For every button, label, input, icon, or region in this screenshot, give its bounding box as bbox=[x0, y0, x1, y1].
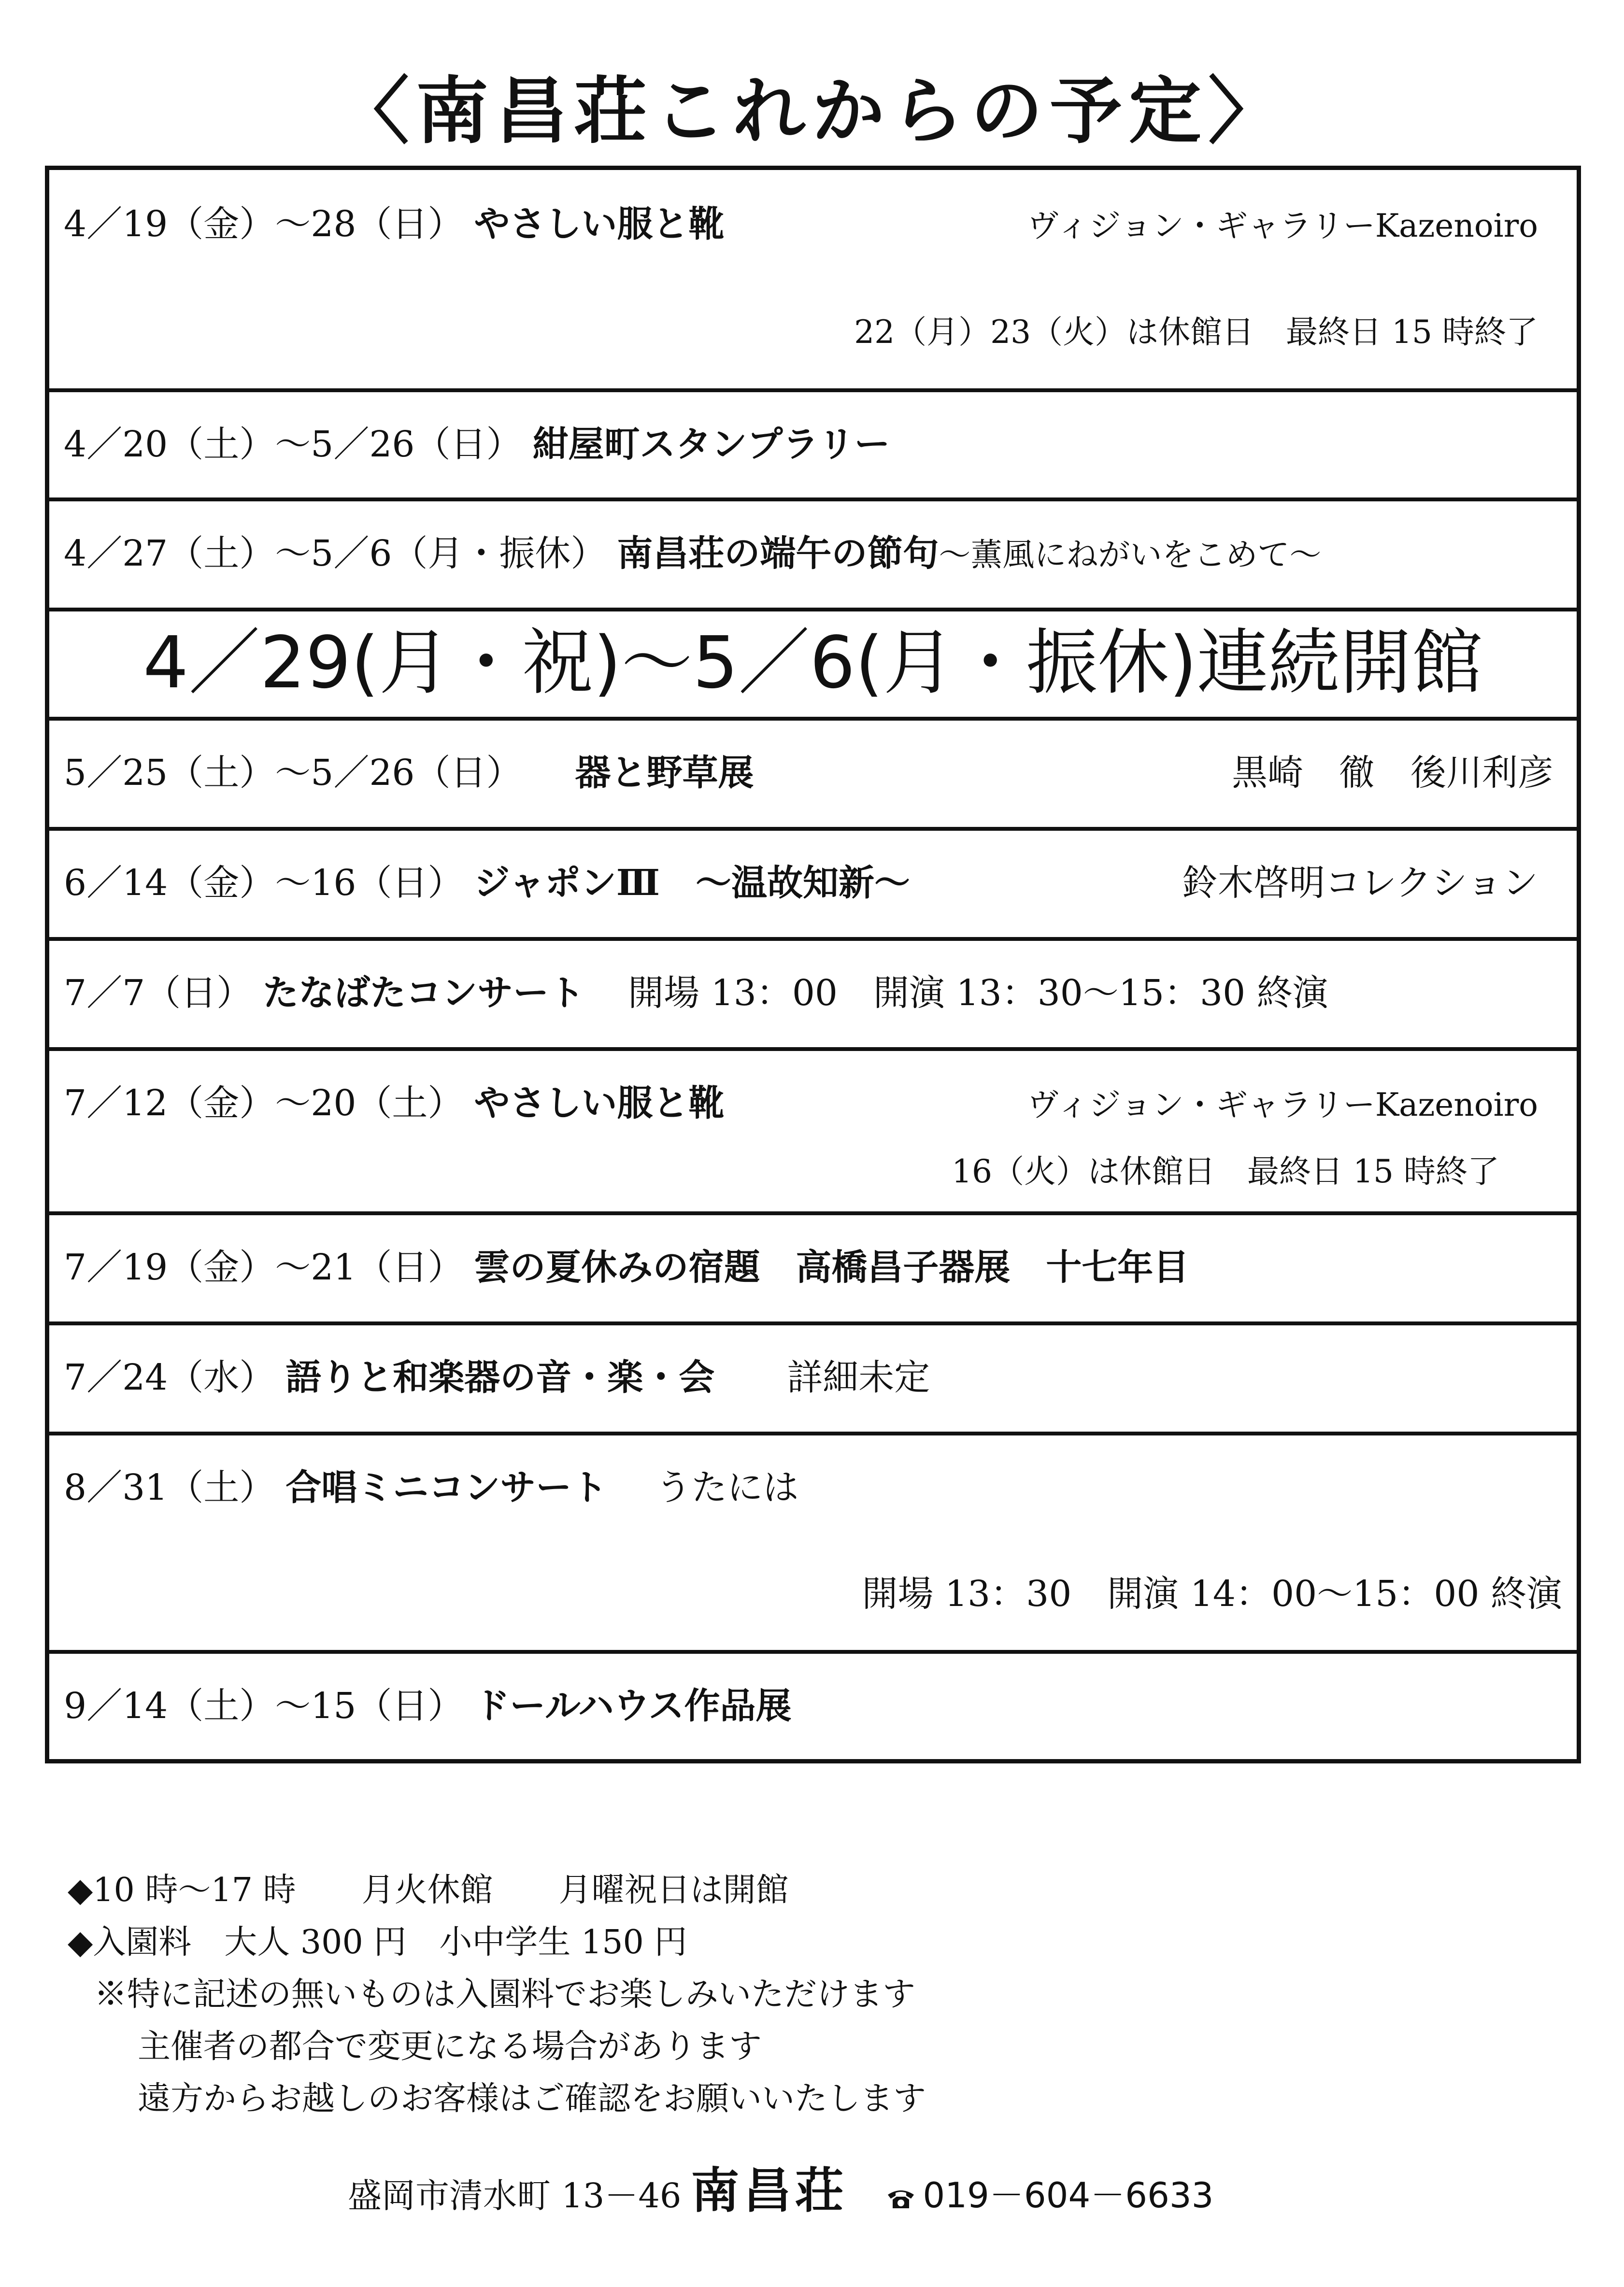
event-date: 5／25（土）～5／26（日） bbox=[64, 752, 522, 794]
event-performer: うたには bbox=[655, 1467, 799, 1508]
visitor-info bbox=[68, 1864, 926, 2125]
event-name: やさしい服と靴 bbox=[474, 1082, 725, 1124]
schedule-row bbox=[49, 1211, 1577, 1325]
event-name: やさしい服と靴 bbox=[474, 203, 725, 245]
event-name: 雲の夏休みの宿題 高橋昌子器展 十七年目 bbox=[474, 1247, 1189, 1288]
event-artists: 黒崎 徹 後川利彦 bbox=[1232, 752, 1553, 794]
event-detail: 詳細未定 bbox=[787, 1357, 930, 1398]
event-name: たなばたコンサート bbox=[263, 972, 585, 1014]
schedule-row bbox=[49, 717, 1577, 831]
event-organizer: ヴィジョン・ギャラリーKazenoiro bbox=[1027, 1086, 1538, 1123]
page-title: 〈南昌荘これからの予定〉 bbox=[336, 69, 1287, 154]
continuous-opening-banner: 4／29(月・祝)～5／6(月・振休)連続開館 bbox=[143, 621, 1483, 704]
info-note: 遠方からお越しのお客様はご確認をお願いいたします bbox=[138, 2080, 926, 2118]
schedule-row bbox=[49, 1321, 1577, 1435]
info-note: 主催者の都合で変更になる場合があります bbox=[138, 2028, 762, 2066]
info-note: ※特に記述の無いものは入園料でお楽しみいただけます bbox=[94, 1975, 916, 2014]
event-date: 7／19（金）～21（日） bbox=[64, 1247, 464, 1288]
schedule-row bbox=[49, 170, 1577, 388]
telephone-icon bbox=[886, 2185, 916, 2210]
opening-hours: ◆10 時～17 時 月火休館 月曜祝日は開館 bbox=[68, 1871, 789, 1909]
event-note: 22（月）23（火）は休館日 最終日 15 時終了 bbox=[854, 313, 1538, 351]
schedule-row bbox=[49, 1650, 1577, 1763]
event-date: 8／31（土） bbox=[64, 1467, 275, 1508]
event-name: 語りと和楽器の音・楽・会 bbox=[285, 1357, 715, 1398]
event-date: 7／24（水） bbox=[64, 1357, 275, 1398]
event-times: 開場 13：00 開演 13：30～15：30 終演 bbox=[628, 972, 1328, 1014]
event-date: 9／14（土）～15（日） bbox=[64, 1685, 464, 1727]
schedule-row bbox=[49, 937, 1577, 1051]
event-date: 4／19（金）～28（日） bbox=[64, 203, 464, 245]
event-times: 開場 13：30 開演 14：00～15：00 終演 bbox=[862, 1573, 1562, 1615]
event-date: 6／14（金）～16（日） bbox=[64, 862, 464, 904]
event-date: 7／7（日） bbox=[64, 972, 253, 1014]
event-name: ジャポンⅢ ～温故知新～ bbox=[474, 862, 911, 904]
phone-number-group bbox=[886, 2175, 1213, 2216]
schedule-row bbox=[49, 827, 1577, 941]
event-organizer: ヴィジョン・ギャラリーKazenoiro bbox=[1027, 207, 1538, 244]
schedule-row bbox=[49, 497, 1577, 611]
schedule-table bbox=[45, 166, 1581, 1763]
event-name: 紺屋町スタンプラリー bbox=[532, 424, 890, 465]
event-name: 南昌荘の端午の節句 bbox=[617, 533, 939, 574]
schedule-row bbox=[49, 1432, 1577, 1654]
venue-name: 南昌荘 bbox=[691, 2162, 848, 2219]
address: 盛岡市清水町 13－46 bbox=[348, 2176, 682, 2216]
highlight-row bbox=[49, 608, 1577, 721]
event-name: 合唱ミニコンサート bbox=[285, 1467, 608, 1508]
admission-fee: ◆入園料 大人 300 円 小中学生 150 円 bbox=[68, 1923, 687, 1961]
event-note: 16（火）は休館日 最終日 15 時終了 bbox=[952, 1153, 1499, 1190]
event-date: 7／12（金）～20（土） bbox=[64, 1082, 464, 1124]
footer bbox=[348, 2159, 1214, 2227]
event-name: 器と野草展 bbox=[575, 752, 754, 794]
event-collection: 鈴木啓明コレクション bbox=[1182, 862, 1538, 904]
event-date: 4／20（土）～5／26（日） bbox=[64, 424, 522, 465]
phone-number: 019－604－6633 bbox=[923, 2175, 1214, 2216]
event-date: 4／27（土）～5／6（月・振休） bbox=[64, 533, 607, 574]
schedule-row bbox=[49, 1047, 1577, 1215]
schedule-row bbox=[49, 388, 1577, 501]
event-name: ドールハウス作品展 bbox=[474, 1685, 792, 1727]
event-subtitle: ～薫風にねがいをこめて～ bbox=[939, 536, 1322, 573]
